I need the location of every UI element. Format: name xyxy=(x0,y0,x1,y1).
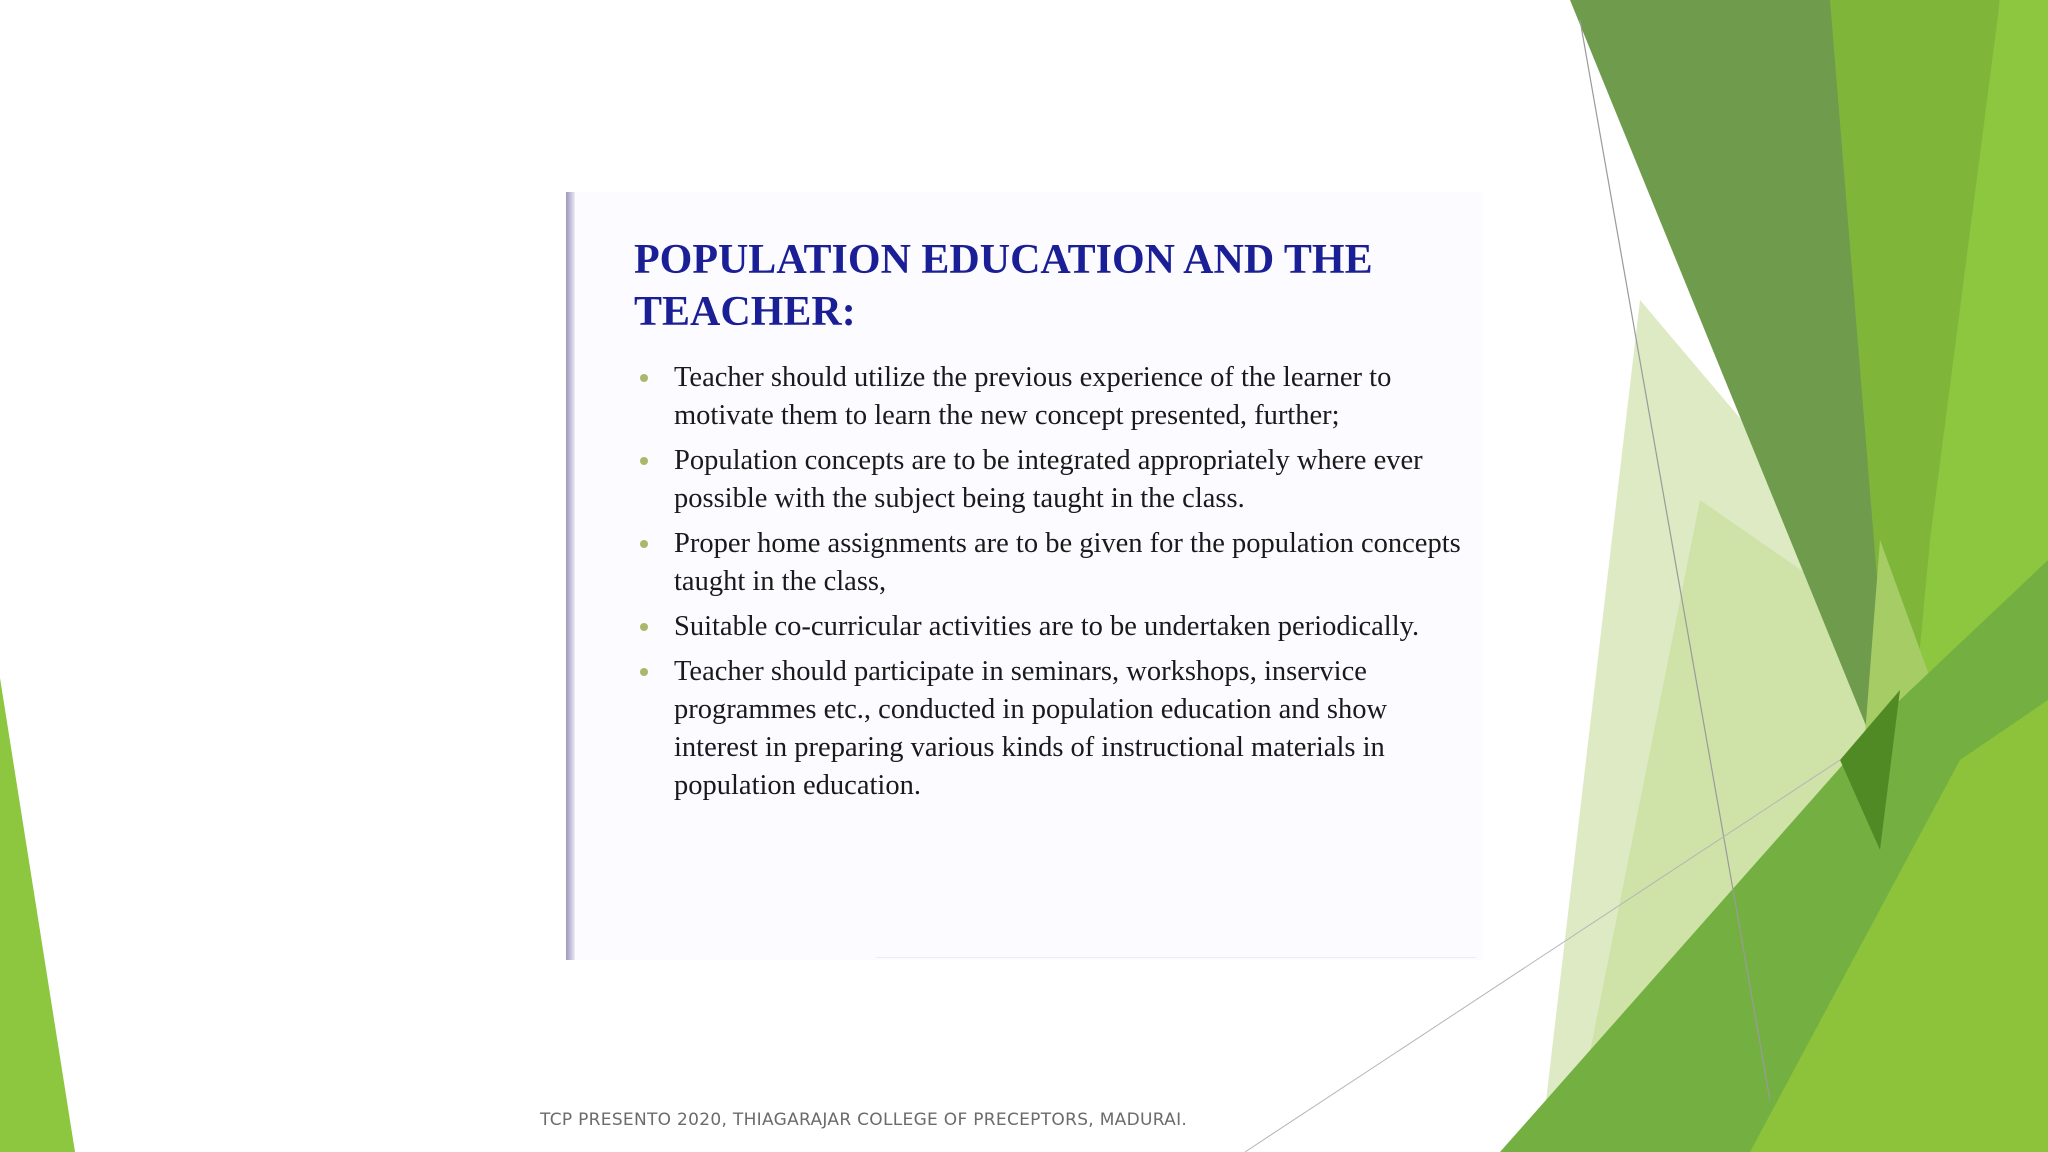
list-item xyxy=(636,442,1466,518)
list-item xyxy=(636,525,1466,601)
bullet-text: Teacher should utilize the previous experience of the learner to motivate them to learn the new concept presented, further; xyxy=(674,362,1392,431)
slide-title: POPULATION EDUCATION AND THE TEACHER: xyxy=(634,237,1373,335)
bullet-text: Teacher should participate in seminars, workshops, inservice programmes etc., conducted in population education and show interest in preparing various kinds of instructional materials in population education. xyxy=(674,656,1388,801)
bullet-dot-icon xyxy=(640,374,648,382)
image-left-border xyxy=(566,192,575,960)
bullet-text: Population concepts are to be integrated appropriately where ever possible with the subject being taught in the class. xyxy=(674,445,1423,514)
list-item xyxy=(636,653,1466,805)
content-image xyxy=(566,192,1482,960)
list-item xyxy=(636,608,1466,646)
image-bottom-line xyxy=(876,957,1476,958)
bullet-text: Proper home assignments are to be given for the population concepts taught in the class, xyxy=(674,528,1461,597)
bullet-dot-icon xyxy=(640,457,648,465)
bullet-dot-icon xyxy=(640,540,648,548)
list-item xyxy=(636,359,1466,435)
bullet-dot-icon xyxy=(640,623,648,631)
bullet-text: Suitable co-curricular activities are to be undertaken periodically. xyxy=(674,611,1420,642)
slide-footer: TCP PRESENTO 2020, THIAGARAJAR COLLEGE OF PRECEPTORS, MADURAI. xyxy=(540,1110,1188,1130)
bullet-list xyxy=(636,359,1466,812)
left-green-wedge xyxy=(0,678,75,1152)
bullet-dot-icon xyxy=(640,668,648,676)
